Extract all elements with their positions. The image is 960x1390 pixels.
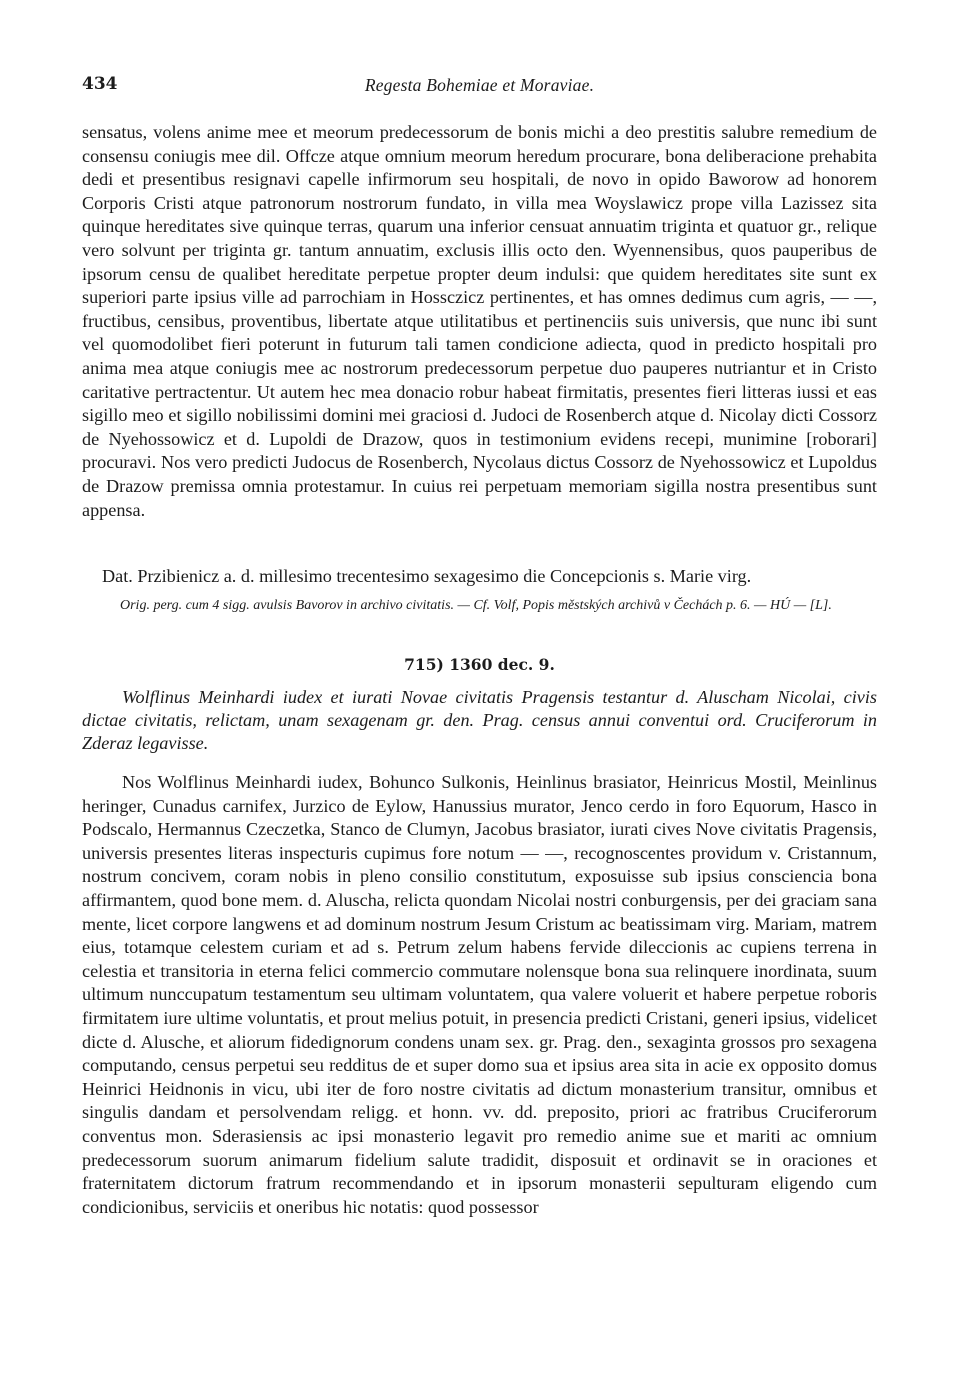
page-header <box>82 70 877 100</box>
entry-regest: Wolflinus Meinhardi iudex et iurati Novae civitatis Pragensis testantur d. Aluscham Nicolai, civis dictae civitatis, relictam, unam sexagenam gr. den. Prag. census annui conventui ord. Cruciferorum in Zderaz legavisse. <box>82 687 877 753</box>
page-number: 434 <box>82 74 118 94</box>
continuation-paragraph: sensatus, volens anime mee et meorum predecessorum de bonis michi a deo prestitis salubre remedium de consensu coniugis mee dil. Offcze atque omnium meorum heredum procurare, bona deliberacione prehabita dedi et presentibus resignavi capelle infirmorum seu hospitali, de novo in opido Baworow ad honorem Corporis Cristi atque patronorum nostrorum fundato, in villa mea Woyslawicz prope villa Lazissez sita quinque hereditates sive quinque terras, quarum una inferior censuat annuatim triginta et quatuor gr., relique vero solvunt per triginta gr. tantum annuatim, exclusis illis octo den. Wyennensibus, quos pauperibus de ipsorum censu de qualibet hereditate perpetue propter deum indulsi: que quidem hereditates site sunt ex superiori parte ipsius ville ad parrochiam in Hossczicz pertinentes, et has omnes dedimus cum agris, — —, fructibus, censibus, proventibus, libertate atque utilitatibus et pertinenciis suis universis, que nunc ibi sunt vel quomodolibet fieri poterunt in futurum tali tamen condicione adiecta, quod in predicto hospitali pro anima mea atque coniugis mee ac nostrorum predecessorum perpetue duo pauperes nutriantur et in Cristo caritative pertractentur. Ut autem hec mea donacio robur habeat firmitatis, presentes fieri litteras iussi et eas sigillo meo et sigillo nobilissimi domini mei graciosi d. Judoci de Rosenberch atque d. Nicolay dicti Cossorz de Nyehossowicz et d. Lupoldi de Drazow, quos in testimonium evidens recepi, munimine [roborari] procuravi. Nos vero predicti Judocus de Rosenberch, Nycolaus dictus Cossorz de Nyehossowicz et Lupoldus de Drazow premissa omnia protestamur. In cuius rei perpetuam memoriam sigilla nostra presentibus sunt appensa. <box>82 122 877 520</box>
source-note: Orig. perg. cum 4 sigg. avulsis Bavorov in archivo civitatis. — Cf. Volf, Popis městských archivů v Čechách p. 6. — HÚ — [L]. <box>120 598 832 613</box>
dating-line: Dat. Przibienicz a. d. millesimo trecentesimo sexagesimo die Concepcionis s. Marie virg. <box>102 566 752 586</box>
entry-number: 715) 1360 dec. 9. <box>404 655 555 674</box>
charter-text: Nos Wolflinus Meinhardi iudex, Bohunco Sulkonis, Heinlinus brasiator, Heinricus Mostil, Meinlinus heringer, Cunadus carnifex, Jurzico de Eylow, Hanussius murator, Jenco cerdo in foro Equorum, Hasco in Podscalo, Hermannus Czeczetka, Stanco de Clumyn, Jacobus brasiator, iurati cives Nove civitatis Pragensis, universis presentes literas inspecturis cupimus fore notum — —, recognoscentes providum v. Cristannum, nostrum concivem, coram nobis in pleno consilio constitutum, exposuisse sub ipsius consciencia bona affirmantem, quod bone mem. d. Aluscha, relicta quondam Nicolai nostri conburgensis, per dei graciam sana mente, licet corpore langwens et ad dominum nostrum Jesum Cristum ac beatissimam virg. Mariam, matrem eius, totamque celestem curiam et ad s. Petrum zelum habens fervide dileccionis ac cupiens terrena in celestia et transitoria in eterna felici commercio commutare nolensque bona sua relinquere inordinata, suum ultimum nunccupatum testamentum seu ultimam voluntatem, qua valere voluerit et habere perpetue roboris firmitatem iure ultime voluntatis, et prout melius potuit, in presencia predicti Cristani, generi ipsius, videlicet dicte d. Alusche, et aliorum fidedignorum condens unam sex. gr. Prag. den., sexaginta grossos pro sexagena computando, census perpetui seu redditus de et super domo sua et ipsius area sita in acie ex opposito domus Heinrici Heidnonis in vicu, ubi iter de foro nostre civitatis ad dictum monasterium transitur, omnibus et singulis dandam et persolvendam religg. et honn. vv. dd. preposito, priori ac fratribus Cruciferorum conventus mon. Sderasiensis ac ipsi monasterio legavit pro remedio anime sue et mariti ac omnium predecessorum suorum animarum fidelium salute tradidit, disposuit et ordinavit se in oraciones et fraternitatem dictorum fratrum recommendando et in ipsorum monasterii sepulturam eligendo cum condicionibus, serviciis et oneribus hic notatis: quod possessor <box>82 772 877 1217</box>
running-title: Regesta Bohemiae et Moraviae. <box>364 75 595 95</box>
